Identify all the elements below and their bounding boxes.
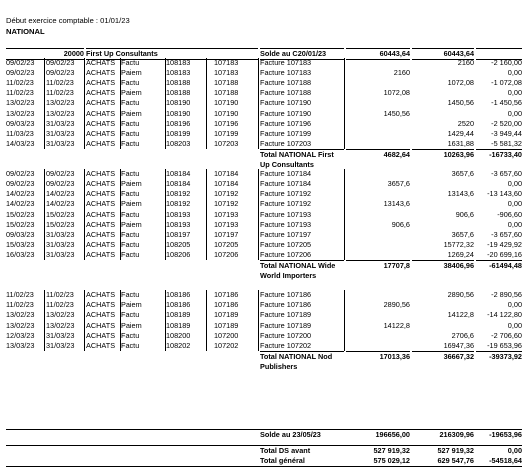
table-row xyxy=(6,119,522,129)
balance: -19 653,96 xyxy=(487,340,522,350)
piece-number: 108192 xyxy=(166,189,207,199)
balance: -2 520,00 xyxy=(491,118,522,128)
total-ds-debit: 527 919,32 xyxy=(373,446,410,455)
table-row xyxy=(6,199,522,209)
table-row xyxy=(6,139,522,149)
entry-date: 14/03/23 xyxy=(6,139,45,149)
entry-date: 13/02/23 xyxy=(6,310,45,320)
table-row xyxy=(6,230,522,240)
doc-type: Factu xyxy=(121,58,166,68)
piece-number: 108183 xyxy=(166,68,207,78)
invoice-number: 107190 xyxy=(214,109,259,119)
table-row xyxy=(6,290,522,300)
label: Facture 107197 xyxy=(260,230,345,240)
label: Facture 107184 xyxy=(260,169,345,179)
balance: -5 581,32 xyxy=(491,138,522,148)
entry-date: 15/03/23 xyxy=(6,240,45,250)
table-row xyxy=(6,300,522,310)
balance: -13 143,60 xyxy=(487,189,522,199)
credit: 15772,32 xyxy=(443,239,474,249)
balance: 0,00 xyxy=(507,108,522,118)
invoice-number: 107183 xyxy=(214,68,259,78)
fiscal-year-start: Début exercice comptable : 01/01/23 xyxy=(6,16,130,25)
table-row xyxy=(6,189,522,199)
final-solde-credit: 216309,96 xyxy=(439,430,474,439)
entry-date: 14/02/23 xyxy=(6,189,45,199)
piece-number: 108189 xyxy=(166,321,207,331)
credit: 1072,08 xyxy=(447,78,474,88)
value-date: 09/02/23 xyxy=(46,68,85,78)
debit xyxy=(346,139,410,149)
debit xyxy=(346,310,410,320)
piece-number: 108192 xyxy=(166,199,207,209)
credit: 14122,8 xyxy=(447,310,474,320)
credit xyxy=(412,300,474,310)
journal: ACHATS xyxy=(86,58,121,68)
doc-type: Factu xyxy=(121,129,166,139)
journal: ACHATS xyxy=(86,310,121,320)
group-total-label: Total NATIONAL Nod Publishers xyxy=(260,351,344,372)
doc-type: Factu xyxy=(121,331,166,341)
debit: 14122,8 xyxy=(383,320,410,330)
doc-type: Paiem xyxy=(121,68,166,78)
debit xyxy=(346,290,410,300)
doc-type: Paiem xyxy=(121,300,166,310)
balance: -14 122,80 xyxy=(487,310,522,320)
table-row xyxy=(6,88,522,98)
invoice-number: 107196 xyxy=(214,119,259,129)
piece-number: 108200 xyxy=(166,331,207,341)
journal: ACHATS xyxy=(86,341,121,351)
entry-date: 15/02/23 xyxy=(6,220,45,230)
balance: -2 706,60 xyxy=(491,330,522,340)
group-total-credit: 36667,32 xyxy=(412,351,474,362)
credit: 2890,56 xyxy=(447,290,474,300)
balance: 0,00 xyxy=(507,320,522,330)
table-row xyxy=(6,179,522,189)
value-date: 14/02/23 xyxy=(46,189,85,199)
doc-type: Factu xyxy=(121,250,166,260)
doc-type: Paiem xyxy=(121,88,166,98)
table-row xyxy=(6,129,522,139)
debit xyxy=(346,119,410,129)
value-date: 13/02/23 xyxy=(46,321,85,331)
label: Facture 107199 xyxy=(260,129,345,139)
debit: 2890,56 xyxy=(383,300,410,310)
value-date: 13/02/23 xyxy=(46,109,85,119)
balance: 0,00 xyxy=(507,88,522,98)
invoice-number: 107192 xyxy=(214,199,259,209)
debit xyxy=(346,210,410,220)
debit: 906,6 xyxy=(391,219,410,229)
invoice-number: 107199 xyxy=(214,129,259,139)
credit xyxy=(412,88,474,98)
doc-type: Factu xyxy=(121,169,166,179)
table-row xyxy=(6,210,522,220)
journal: ACHATS xyxy=(86,98,121,108)
label: Facture 107202 xyxy=(260,341,345,351)
label: Facture 107193 xyxy=(260,220,345,230)
invoice-number: 107184 xyxy=(214,169,259,179)
label: Facture 107186 xyxy=(260,290,345,300)
entry-date: 15/02/23 xyxy=(6,210,45,220)
entry-date: 09/02/23 xyxy=(6,68,45,78)
debit xyxy=(346,129,410,139)
journal: ACHATS xyxy=(86,230,121,240)
label: Facture 107206 xyxy=(260,250,345,260)
value-date: 31/03/23 xyxy=(46,250,85,260)
journal: ACHATS xyxy=(86,78,121,88)
balance: -3 657,60 xyxy=(491,169,522,179)
debit xyxy=(346,250,410,260)
journal: ACHATS xyxy=(86,250,121,260)
doc-type: Paiem xyxy=(121,109,166,119)
group-total-credit: 38406,96 xyxy=(412,260,474,271)
debit: 1072,08 xyxy=(383,88,410,98)
credit: 1450,56 xyxy=(447,98,474,108)
credit xyxy=(412,68,474,78)
doc-type: Factu xyxy=(121,230,166,240)
credit xyxy=(412,179,474,189)
credit: 2520 xyxy=(457,118,474,128)
credit: 16947,36 xyxy=(443,340,474,350)
label: Facture 107189 xyxy=(260,310,345,320)
journal: ACHATS xyxy=(86,109,121,119)
table-row xyxy=(6,78,522,88)
balance: 0,00 xyxy=(507,199,522,209)
balance: -1 072,08 xyxy=(491,78,522,88)
total-general-balance: -54518,64 xyxy=(489,456,522,466)
piece-number: 108202 xyxy=(166,341,207,351)
label: Facture 107205 xyxy=(260,240,345,250)
credit xyxy=(412,199,474,209)
credit: 1631,88 xyxy=(447,138,474,148)
invoice-number: 107186 xyxy=(214,290,259,300)
invoice-number: 107200 xyxy=(214,331,259,341)
account-name: First Up Consultants xyxy=(86,48,258,60)
value-date: 13/02/23 xyxy=(46,310,85,320)
doc-type: Paiem xyxy=(121,220,166,230)
credit: 3657,6 xyxy=(451,169,474,179)
value-date: 15/02/23 xyxy=(46,220,85,230)
table-row xyxy=(6,310,522,320)
group-total-debit: 17707,8 xyxy=(346,260,410,271)
balance: 0,00 xyxy=(507,68,522,78)
entry-date: 14/02/23 xyxy=(6,199,45,209)
label: Facture 107190 xyxy=(260,109,345,119)
value-date: 31/03/23 xyxy=(46,230,85,240)
value-date: 31/03/23 xyxy=(46,331,85,341)
debit: 2160 xyxy=(393,68,410,78)
journal: ACHATS xyxy=(86,189,121,199)
value-date: 14/02/23 xyxy=(46,199,85,209)
value-date: 31/03/23 xyxy=(46,139,85,149)
invoice-number: 107192 xyxy=(214,189,259,199)
debit xyxy=(346,341,410,351)
table-row xyxy=(6,109,522,119)
group-total-debit: 4682,64 xyxy=(346,149,410,160)
balance: -3 949,44 xyxy=(491,128,522,138)
journal: ACHATS xyxy=(86,240,121,250)
opening-debit: 60443,64 xyxy=(346,48,410,60)
piece-number: 108193 xyxy=(166,210,207,220)
journal: ACHATS xyxy=(86,68,121,78)
account-header-row xyxy=(6,48,522,58)
total-ds-balance: 0,00 xyxy=(507,446,522,455)
entry-date: 09/02/23 xyxy=(6,58,45,68)
entry-date: 11/03/23 xyxy=(6,129,45,139)
value-date: 31/03/23 xyxy=(46,341,85,351)
label: Facture 107203 xyxy=(260,139,345,149)
doc-type: Factu xyxy=(121,240,166,250)
credit: 13143,6 xyxy=(447,189,474,199)
grand-totals xyxy=(6,445,522,467)
final-solde-balance: -19653,96 xyxy=(489,430,522,439)
entry-date: 13/02/23 xyxy=(6,109,45,119)
piece-number: 108183 xyxy=(166,58,207,68)
invoice-number: 107188 xyxy=(214,88,259,98)
entry-date: 11/02/23 xyxy=(6,78,45,88)
entry-date: 12/03/23 xyxy=(6,331,45,341)
balance: -19 429,92 xyxy=(487,239,522,249)
invoice-number: 107206 xyxy=(214,250,259,260)
value-date: 11/02/23 xyxy=(46,78,85,88)
table-row xyxy=(6,321,522,331)
value-date: 09/02/23 xyxy=(46,58,85,68)
entry-date: 11/02/23 xyxy=(6,290,45,300)
entry-date: 09/02/23 xyxy=(6,169,45,179)
group-total-balance: -61494,48 xyxy=(476,260,522,271)
total-ds-credit: 527 919,32 xyxy=(437,446,474,455)
total-general-debit: 575 029,12 xyxy=(373,456,410,466)
journal: ACHATS xyxy=(86,169,121,179)
credit: 1429,44 xyxy=(447,128,474,138)
value-date: 11/02/23 xyxy=(46,290,85,300)
label: Facture 107200 xyxy=(260,331,345,341)
table-row xyxy=(6,341,522,351)
entry-date: 11/02/23 xyxy=(6,300,45,310)
debit: 13143,6 xyxy=(383,199,410,209)
piece-number: 108189 xyxy=(166,310,207,320)
invoice-number: 107188 xyxy=(214,78,259,88)
group-total-credit: 10263,96 xyxy=(412,149,474,160)
credit xyxy=(412,109,474,119)
journal: ACHATS xyxy=(86,300,121,310)
piece-number: 108196 xyxy=(166,119,207,129)
doc-type: Factu xyxy=(121,290,166,300)
value-date: 31/03/23 xyxy=(46,119,85,129)
doc-type: Factu xyxy=(121,310,166,320)
final-solde-label: Solde au 23/05/23 xyxy=(260,430,321,439)
entry-date: 13/02/23 xyxy=(6,321,45,331)
table-row xyxy=(6,98,522,108)
piece-number: 108188 xyxy=(166,78,207,88)
debit xyxy=(346,58,410,68)
doc-type: Paiem xyxy=(121,321,166,331)
piece-number: 108190 xyxy=(166,98,207,108)
piece-number: 108188 xyxy=(166,88,207,98)
ledger-table xyxy=(6,48,522,371)
doc-type: Factu xyxy=(121,78,166,88)
opening-balance-label: Solde au C20/01/23 xyxy=(260,48,344,60)
piece-number: 108199 xyxy=(166,129,207,139)
debit xyxy=(346,230,410,240)
journal: ACHATS xyxy=(86,199,121,209)
group-total-label: Total NATIONAL First Up Consultants xyxy=(260,149,344,170)
credit: 3657,6 xyxy=(451,229,474,239)
debit xyxy=(346,240,410,250)
doc-type: Factu xyxy=(121,189,166,199)
group-total-balance: -39373,92 xyxy=(476,351,522,362)
invoice-number: 107193 xyxy=(214,220,259,230)
label: Facture 107186 xyxy=(260,300,345,310)
piece-number: 108184 xyxy=(166,179,207,189)
invoice-number: 107189 xyxy=(214,310,259,320)
value-date: 31/03/23 xyxy=(46,129,85,139)
table-row xyxy=(6,331,522,341)
debit xyxy=(346,169,410,179)
value-date: 31/03/23 xyxy=(46,240,85,250)
doc-type: Factu xyxy=(121,210,166,220)
label: Facture 107192 xyxy=(260,199,345,209)
ledger-title: NATIONAL xyxy=(6,27,45,36)
doc-type: Factu xyxy=(121,139,166,149)
piece-number: 108206 xyxy=(166,250,207,260)
credit: 2706,6 xyxy=(451,330,474,340)
piece-number: 108186 xyxy=(166,300,207,310)
entry-date: 09/03/23 xyxy=(6,119,45,129)
entry-date: 11/02/23 xyxy=(6,88,45,98)
final-solde xyxy=(6,429,522,440)
table-row xyxy=(6,169,522,179)
balance: -2 890,56 xyxy=(491,290,522,300)
value-date: 09/02/23 xyxy=(46,169,85,179)
journal: ACHATS xyxy=(86,129,121,139)
label: Facture 107183 xyxy=(260,58,345,68)
debit xyxy=(346,331,410,341)
journal: ACHATS xyxy=(86,179,121,189)
balance: -20 699,16 xyxy=(487,249,522,259)
debit xyxy=(346,98,410,108)
invoice-number: 107184 xyxy=(214,179,259,189)
total-general-credit: 629 547,76 xyxy=(437,456,474,466)
doc-type: Factu xyxy=(121,98,166,108)
label: Facture 107188 xyxy=(260,88,345,98)
credit: 906,6 xyxy=(455,209,474,219)
piece-number: 108193 xyxy=(166,220,207,230)
invoice-number: 107190 xyxy=(214,98,259,108)
group-total-debit: 17013,36 xyxy=(346,351,410,362)
balance: -3 657,60 xyxy=(491,229,522,239)
credit: 1269,24 xyxy=(447,249,474,259)
value-date: 11/02/23 xyxy=(46,88,85,98)
table-row xyxy=(6,68,522,78)
balance: 0,00 xyxy=(507,300,522,310)
value-date: 09/02/23 xyxy=(46,179,85,189)
table-row xyxy=(6,220,522,230)
piece-number: 108203 xyxy=(166,139,207,149)
value-date: 13/02/23 xyxy=(46,98,85,108)
entry-date: 09/03/23 xyxy=(6,230,45,240)
journal: ACHATS xyxy=(86,88,121,98)
balance: -1 450,56 xyxy=(491,98,522,108)
balance: -2 160,00 xyxy=(491,58,522,68)
debit: 1450,56 xyxy=(383,108,410,118)
entry-date: 13/02/23 xyxy=(6,98,45,108)
balance: 0,00 xyxy=(507,219,522,229)
doc-type: Paiem xyxy=(121,179,166,189)
journal: ACHATS xyxy=(86,321,121,331)
piece-number: 108186 xyxy=(166,290,207,300)
table-row xyxy=(6,240,522,250)
journal: ACHATS xyxy=(86,290,121,300)
piece-number: 108197 xyxy=(166,230,207,240)
credit xyxy=(412,220,474,230)
label: Facture 107183 xyxy=(260,68,345,78)
total-ds-label: Total DS avant xyxy=(260,446,311,455)
invoice-number: 107183 xyxy=(214,58,259,68)
doc-type: Paiem xyxy=(121,199,166,209)
label: Facture 107184 xyxy=(260,179,345,189)
group-total-label: Total NATIONAL Wide World Importers xyxy=(260,260,344,291)
table-row xyxy=(6,58,522,68)
label: Facture 107189 xyxy=(260,321,345,331)
invoice-number: 107186 xyxy=(214,300,259,310)
invoice-number: 107203 xyxy=(214,139,259,149)
value-date: 15/02/23 xyxy=(46,210,85,220)
entry-date: 13/03/23 xyxy=(6,341,45,351)
account-code: 20000 xyxy=(6,48,84,60)
value-date: 11/02/23 xyxy=(46,300,85,310)
label: Facture 107190 xyxy=(260,98,345,108)
label: Facture 107196 xyxy=(260,119,345,129)
final-solde-debit: 196656,00 xyxy=(375,430,410,439)
entry-date: 09/02/23 xyxy=(6,179,45,189)
invoice-number: 107202 xyxy=(214,341,259,351)
label: Facture 107192 xyxy=(260,189,345,199)
piece-number: 108184 xyxy=(166,169,207,179)
balance: -906,60 xyxy=(497,209,522,219)
invoice-number: 107197 xyxy=(214,230,259,240)
journal: ACHATS xyxy=(86,331,121,341)
invoice-number: 107189 xyxy=(214,321,259,331)
doc-type: Factu xyxy=(121,119,166,129)
journal: ACHATS xyxy=(86,210,121,220)
entry-date: 16/03/23 xyxy=(6,250,45,260)
debit xyxy=(346,78,410,88)
doc-type: Factu xyxy=(121,341,166,351)
total-general-label: Total général xyxy=(260,456,305,466)
journal: ACHATS xyxy=(86,220,121,230)
table-row xyxy=(6,250,522,260)
invoice-number: 107193 xyxy=(214,210,259,220)
debit xyxy=(346,189,410,199)
group-total-balance: -16733,40 xyxy=(476,149,522,160)
credit xyxy=(412,321,474,331)
opening-credit: 60443,64 xyxy=(412,48,474,60)
journal: ACHATS xyxy=(86,139,121,149)
debit: 3657,6 xyxy=(387,179,410,189)
piece-number: 108190 xyxy=(166,109,207,119)
journal: ACHATS xyxy=(86,119,121,129)
balance: 0,00 xyxy=(507,179,522,189)
invoice-number: 107205 xyxy=(214,240,259,250)
credit: 2160 xyxy=(457,58,474,68)
label: Facture 107193 xyxy=(260,210,345,220)
label: Facture 107188 xyxy=(260,78,345,88)
piece-number: 108205 xyxy=(166,240,207,250)
